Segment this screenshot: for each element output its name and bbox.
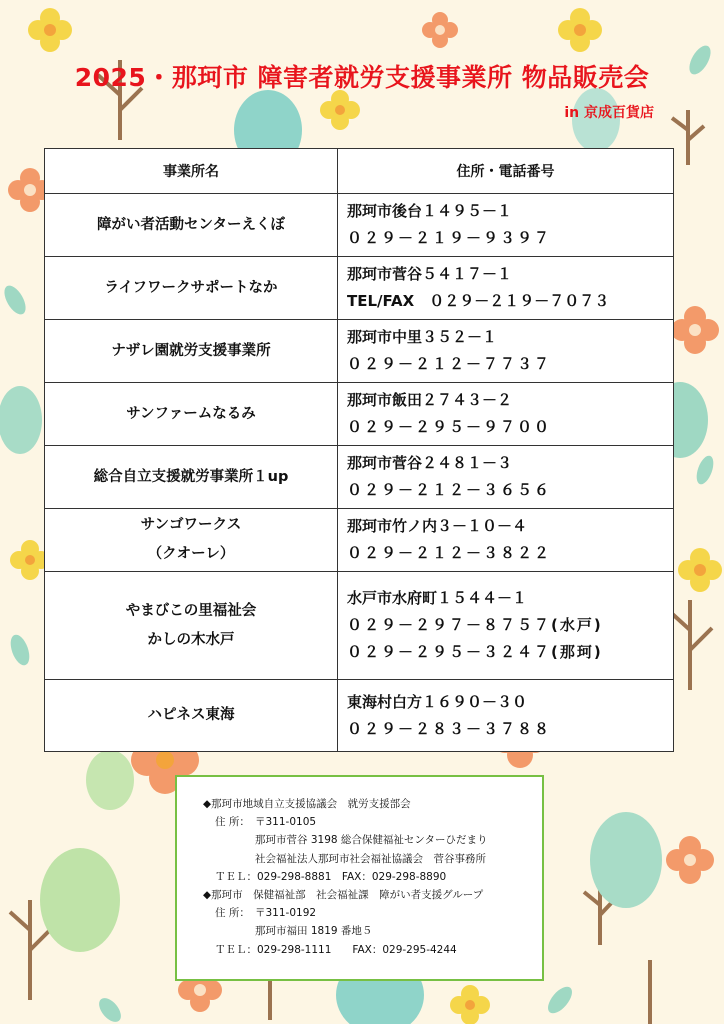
address-text: 那珂市竹ノ内３－１０－４ xyxy=(347,517,528,535)
column-header-address: 住所・電話番号 xyxy=(338,149,674,194)
phone-text: ０２９－２１２－３６５６ xyxy=(347,481,552,499)
phone-text: ０２９－２９５－９７００ xyxy=(347,418,552,436)
column-header-name: 事業所名 xyxy=(45,149,338,194)
business-name: 障がい者活動センターえくぼ xyxy=(45,194,338,257)
org2-postal-row xyxy=(203,904,542,922)
address-text: 那珂市後台１４９５－１ xyxy=(347,202,513,220)
org1-postal: 〒311-0105 xyxy=(255,816,317,829)
org2-address-1: 那珂市福田 1819 番地５ xyxy=(255,925,373,938)
org1-name: ◆那珂市地域自立支援協議会 就労支援部会 xyxy=(203,798,411,810)
address-text: 那珂市菅谷５４１７－１ xyxy=(347,265,513,283)
table-row xyxy=(45,383,674,446)
table-row xyxy=(45,680,674,752)
table-row xyxy=(45,320,674,383)
org2-postal: 〒311-0192 xyxy=(255,907,317,920)
address-text: 那珂市飯田２７４３－２ xyxy=(347,391,513,409)
table-row xyxy=(45,257,674,320)
business-name: サンファームなるみ xyxy=(45,383,338,446)
phone-text: ０２９－２９７－８７５７(水戸) xyxy=(347,616,603,634)
phone-text: ０２９－２８３－３７８８ xyxy=(347,719,552,738)
table-row xyxy=(45,509,674,572)
org2-name: ◆那珂市 保健福祉部 社会福祉課 障がい者支援グループ xyxy=(203,889,484,902)
address-text: 東海村白方１６９０－３０ xyxy=(347,692,528,711)
business-name: やまびこの里福祉会 かしの木水戸 xyxy=(45,572,338,680)
org1-address-2: 社会福祉法人那珂市社会福祉協議会 菅谷事務所 xyxy=(255,852,486,865)
business-name: ナザレ園就労支援事業所 xyxy=(45,320,338,383)
org1-postal-row xyxy=(203,813,542,831)
business-name: サンゴワークス （クオーレ） xyxy=(45,509,338,572)
org2-tel: ＴＥＬ：029-298-1111 FAX：029-295-4244 xyxy=(215,943,457,956)
phone-text: ０２９－２１２－７７３７ xyxy=(347,355,552,373)
business-contact xyxy=(338,680,674,752)
phone-text: ０２９－２１２－３８２２ xyxy=(347,544,552,562)
business-contact xyxy=(338,572,674,680)
business-name: ライフワークサポートなか xyxy=(45,257,338,320)
phone-text: TEL/FAX ０２９－２１９－７０７３ xyxy=(347,292,610,310)
business-name: 総合自立支援就労事業所１up xyxy=(45,446,338,509)
org1-tel: ＴＥＬ：029-298-8881 FAX：029-298-8890 xyxy=(215,870,447,883)
business-contact xyxy=(338,320,674,383)
phone-text: ０２９－２１９－９３９７ xyxy=(347,229,552,247)
business-name: ハピネス東海 xyxy=(45,680,338,752)
address-text: 那珂市菅谷２４８１－３ xyxy=(347,454,513,472)
address-label: 住 所： xyxy=(215,816,250,829)
business-contact xyxy=(338,509,674,572)
table-row xyxy=(45,194,674,257)
table-row xyxy=(45,446,674,509)
phone-text: ０２９－２９５－３２４７(那珂) xyxy=(347,643,603,661)
table-row xyxy=(45,572,674,680)
org1-address-1: 那珂市菅谷 3198 総合保健福祉センターひだまり xyxy=(255,834,488,847)
business-contact xyxy=(338,194,674,257)
business-contact xyxy=(338,446,674,509)
address-label: 住 所： xyxy=(215,907,250,920)
table-header-row xyxy=(45,149,674,194)
page-subtitle: in 京成百貨店 xyxy=(564,105,654,121)
business-contact xyxy=(338,383,674,446)
business-table xyxy=(44,148,674,752)
page-title: 2025・那珂市 障害者就労支援事業所 物品販売会 xyxy=(74,63,650,92)
address-text: 水戸市水府町１５４４－１ xyxy=(347,589,528,607)
address-text: 那珂市中里３５２－１ xyxy=(347,328,498,346)
business-contact xyxy=(338,257,674,320)
contact-info-box xyxy=(175,775,544,981)
